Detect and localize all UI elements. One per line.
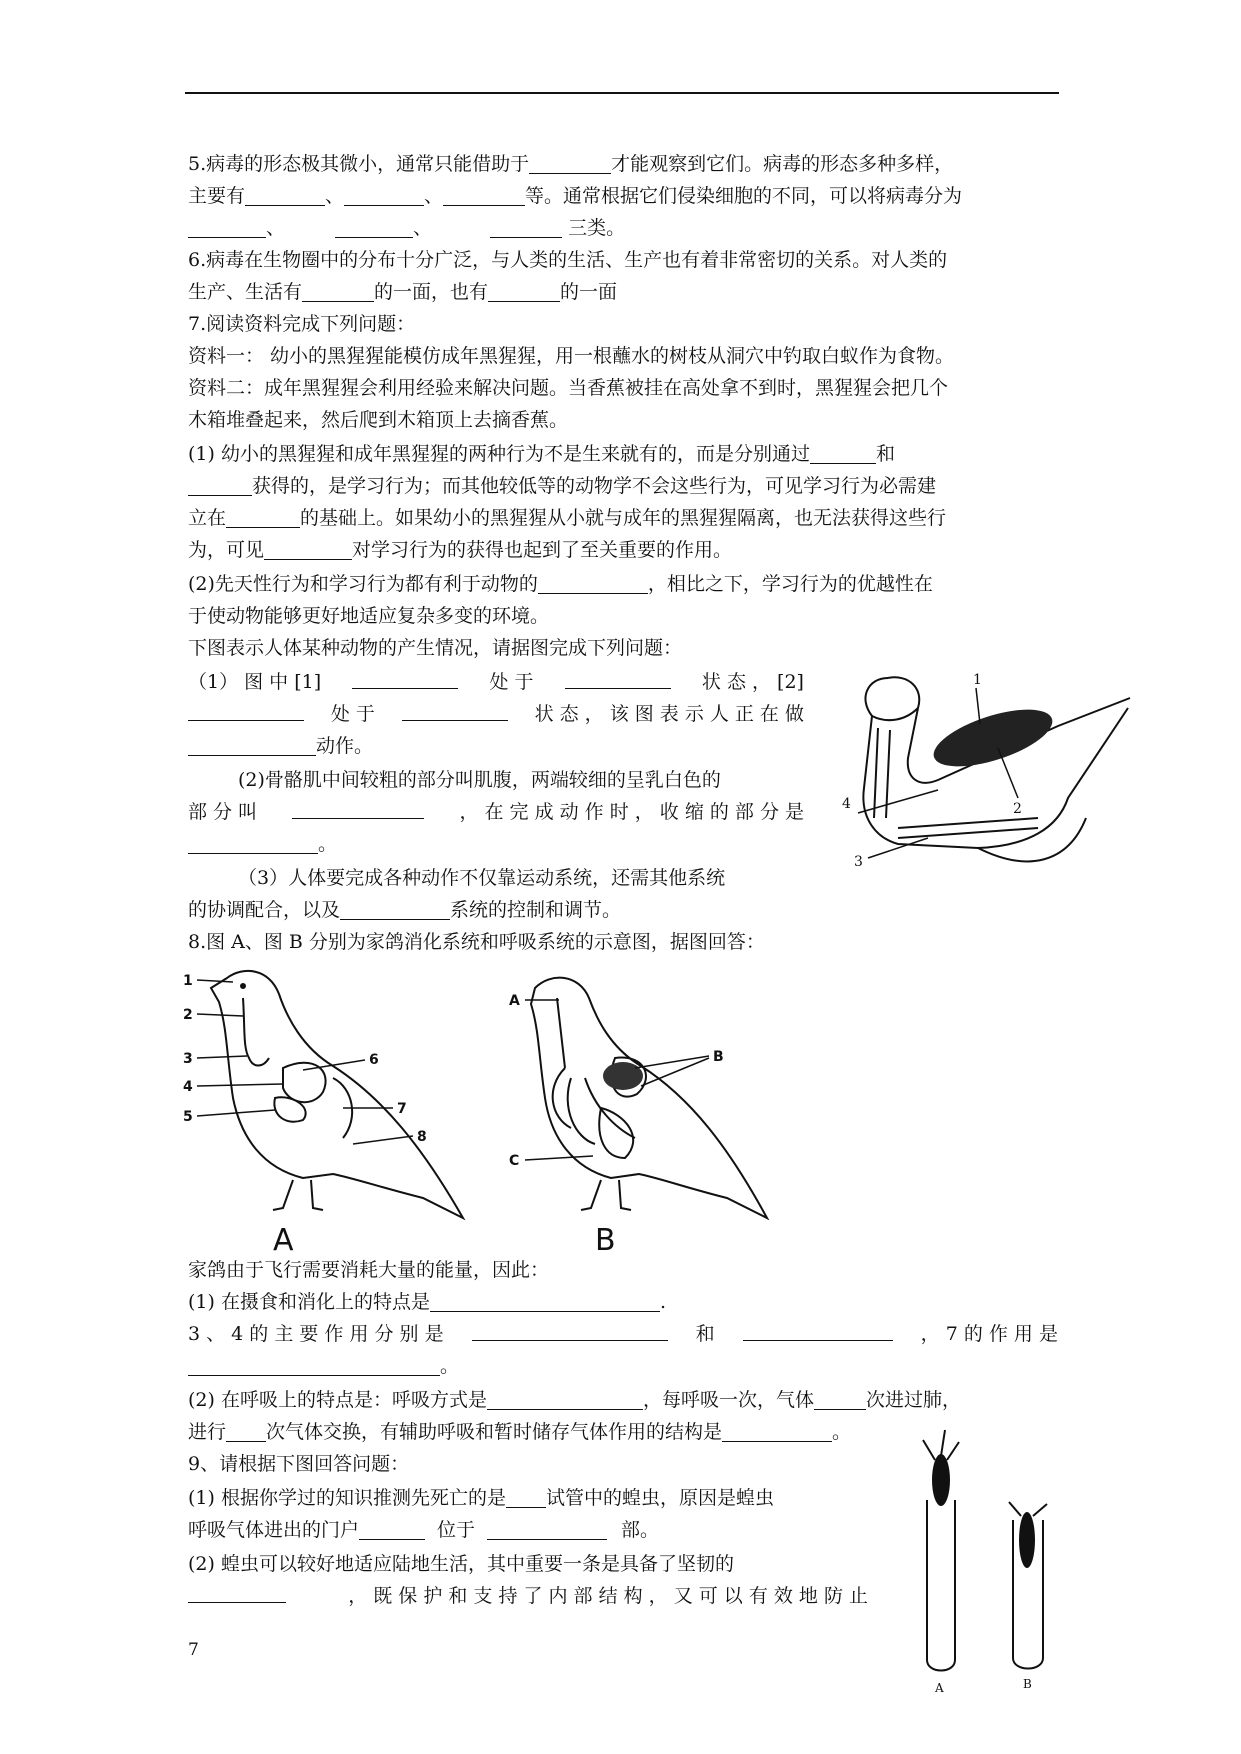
answer-blank[interactable] [340, 897, 450, 920]
q5-line-3: 、 、 三类。 [188, 212, 625, 244]
answer-blank[interactable] [490, 215, 562, 238]
q7-part2-line-1: (2)先天性行为和学习行为都有利于动物的 ，相比之下，学习行为的优越性在 [188, 573, 933, 595]
answer-blank[interactable] [443, 183, 525, 206]
answer-blank[interactable] [335, 215, 413, 238]
arm-line-2: 处 于 状 态 ， 该 图 表 示 人 正 在 做 [188, 698, 804, 730]
answer-blank[interactable] [359, 1517, 425, 1540]
pigeon-a-label-5: 5 [183, 1109, 193, 1125]
answer-blank[interactable] [487, 1387, 643, 1410]
q8-line-3: 。 [188, 1350, 459, 1382]
q8-line-5: 进行 次气体交换，有辅助呼吸和暂时储存气体作用的结构是 。 [188, 1421, 852, 1443]
q8-line-4: (2) 在呼吸上的特点是：呼吸方式是 ，每呼吸一次，气体 次进过肺， [188, 1389, 961, 1411]
q5-line-2: 主要有 、 、 等。通常根据它们侵染细胞的不同，可以将病毒分为 [188, 185, 963, 207]
answer-blank[interactable] [344, 183, 424, 206]
answer-blank[interactable] [245, 183, 325, 206]
arm-line-3: 动作。 [188, 730, 373, 762]
pigeon-a-label-4: 4 [183, 1079, 193, 1095]
answer-blank[interactable] [538, 571, 648, 594]
arm-part2-line-1: (2)骨骼肌中间较粗的部分叫肌腹，两端较细的呈乳白色的 [238, 769, 721, 791]
q9-line-3: (2) 蝗虫可以较好地适应陆地生活，其中重要一条是具备了坚韧的 [188, 1553, 734, 1575]
answer-blank[interactable] [188, 1580, 286, 1603]
page-number: 7 [188, 1640, 199, 1660]
answer-blank[interactable] [722, 1419, 832, 1442]
pigeon-b-label-c: C [509, 1153, 520, 1169]
answer-blank[interactable] [472, 1318, 668, 1341]
answer-blank[interactable] [226, 1419, 266, 1442]
pigeon-b-label-a: A [509, 993, 520, 1009]
q9-title: 9、请根据下图回答问题： [188, 1453, 410, 1475]
q9-line-2: 呼吸气体进出的门户 位于 部。 [188, 1519, 660, 1541]
answer-blank[interactable] [529, 151, 611, 174]
tube-label-b: B [1023, 1677, 1032, 1691]
q7-material-2b: 木箱堆叠起来，然后爬到木箱顶上去摘香蕉。 [188, 409, 569, 431]
pigeon-a-label-8: 8 [417, 1129, 427, 1145]
answer-blank[interactable] [743, 1318, 893, 1341]
q5-line-1: 5.病毒的形态极其微小，通常只能借助于 才能观察到它们。病毒的形态多种多样， [188, 153, 954, 175]
answer-blank[interactable] [292, 796, 424, 819]
arm-intro: 下图表示人体某种动物的产生情况，请据图完成下列问题： [188, 637, 683, 659]
answer-blank[interactable] [188, 733, 316, 756]
arm-label-4: 4 [842, 796, 851, 812]
answer-blank[interactable] [810, 441, 876, 464]
locust-test-tube-figure [915, 1420, 1095, 1695]
q8-line-2: 3 、 4 的 主 要 作 用 分 别 是 和 ， 7 的 作 用 是 [188, 1318, 1058, 1350]
q6-line-2: 生产、生活有 的一面，也有 的一面 [188, 281, 618, 303]
pigeon-a-label-1: 1 [183, 973, 193, 989]
answer-blank[interactable] [506, 1485, 546, 1508]
answer-blank[interactable] [487, 1517, 607, 1540]
answer-blank[interactable] [188, 1353, 440, 1376]
pigeon-a-label-2: 2 [183, 1007, 193, 1023]
arm-line-1: （1） 图 中 [1] 处 于 状 态 ， [2] [188, 666, 804, 698]
q9-line-4: ， 既 保 护 和 支 持 了 内 部 结 构 ， 又 可 以 有 效 地 防 止 [188, 1580, 868, 1612]
answer-blank[interactable] [188, 698, 304, 721]
answer-blank[interactable] [814, 1387, 866, 1410]
arm-part3-line-1: （3）人体要完成各种动作不仅靠运动系统，还需其他系统 [238, 867, 726, 889]
answer-blank[interactable] [188, 215, 266, 238]
q7-part1-line-1: (1) 幼小的黑猩猩和成年黑猩猩的两种行为不是生来就有的，而是分别通过 和 [188, 443, 895, 465]
q7-material-1: 资料一： 幼小的黑猩猩能模仿成年黑猩猩，用一根蘸水的树枝从洞穴中钓取白蚁作为食物。 [188, 345, 955, 367]
pigeon-b-label-b: B [713, 1049, 724, 1065]
header-rule [185, 92, 1059, 94]
arm-part2-line-2: 部 分 叫 ， 在 完 成 动 作 时 ， 收 缩 的 部 分 是 [188, 796, 804, 828]
pigeon-a-label-7: 7 [397, 1101, 407, 1117]
arm-label-1: 1 [973, 672, 982, 688]
arm-part2-line-3: 。 [188, 828, 337, 860]
pigeon-a-caption: A [273, 1223, 294, 1258]
answer-blank[interactable] [565, 666, 671, 689]
pigeon-a-label-3: 3 [183, 1051, 193, 1067]
arm-label-2: 2 [1013, 801, 1022, 817]
arm-part3-line-2: 的协调配合，以及 系统的控制和调节。 [188, 899, 622, 921]
q9-line-1: (1) 根据你学过的知识推测先死亡的是 试管中的蝗虫，原因是蝗虫 [188, 1487, 774, 1509]
arm-muscle-figure [828, 668, 1148, 883]
answer-blank[interactable] [402, 698, 508, 721]
tube-label-a: A [935, 1681, 944, 1695]
pigeon-respiratory-figure [505, 958, 795, 1258]
answer-blank[interactable] [302, 279, 374, 302]
pigeon-b-caption: B [595, 1223, 616, 1258]
q7-material-2a: 资料二：成年黑猩猩会利用经验来解决问题。当香蕉被挂在高处拿不到时，黑猩猩会把几个 [188, 377, 949, 399]
q7-part1-line-2: 获得的，是学习行为；而其他较低等的动物学不会这些行为，可见学习行为必需建 [188, 470, 936, 502]
q6-line-1: 6.病毒在生物圈中的分布十分广泛，与人类的生活、生产也有着非常密切的关系。对人类的 [188, 249, 948, 271]
answer-blank[interactable] [430, 1289, 660, 1312]
q7-part2-line-2: 于使动物能够更好地适应复杂多变的环境。 [188, 605, 550, 627]
answer-blank[interactable] [264, 537, 352, 560]
answer-blank[interactable] [226, 505, 300, 528]
q7-part1-line-3: 立在 的基础上。如果幼小的黑猩猩从小就与成年的黑猩猩隔离，也无法获得这些行 [188, 507, 947, 529]
q8-title: 8.图 A、图 B 分别为家鸽消化系统和呼吸系统的示意图，据图回答： [188, 931, 765, 953]
answer-blank[interactable] [488, 279, 560, 302]
answer-blank[interactable] [188, 831, 318, 854]
q7-part1-line-4: 为，可见 对学习行为的获得也起到了至关重要的作用。 [188, 539, 733, 561]
answer-blank[interactable] [188, 473, 252, 496]
pigeon-digestive-figure [183, 958, 483, 1258]
q7-title: 7.阅读资料完成下列问题： [188, 313, 416, 335]
q8-line-1: (1) 在摄食和消化上的特点是 . [188, 1291, 667, 1313]
pigeon-a-label-6: 6 [369, 1052, 379, 1068]
answer-blank[interactable] [352, 666, 458, 689]
arm-label-3: 3 [854, 854, 863, 870]
q8-intro: 家鸽由于飞行需要消耗大量的能量，因此： [188, 1259, 550, 1281]
